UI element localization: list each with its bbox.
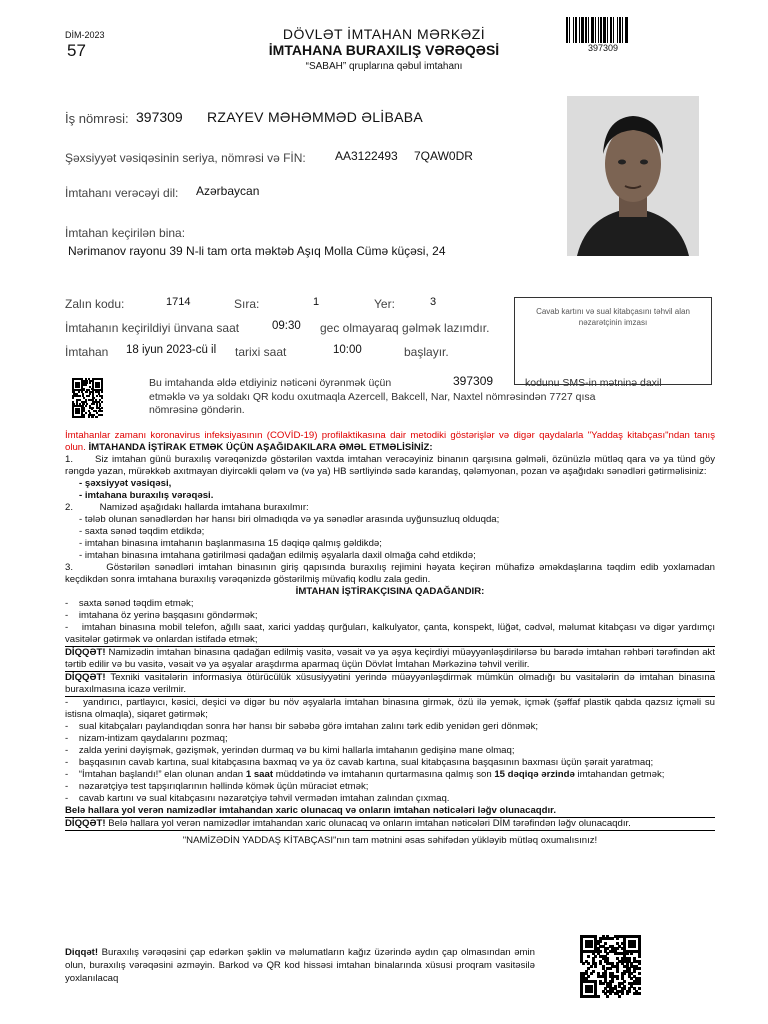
hall-label: Zalın kodu: xyxy=(65,297,125,311)
qr-module xyxy=(79,395,81,397)
qr-module xyxy=(582,962,585,965)
qr-module xyxy=(626,992,629,995)
qr-module xyxy=(85,384,87,386)
signature-box-label: Cavab kartını və sual kitabçasını təhvil alan nəzarətçinin imzası xyxy=(536,307,690,327)
barcode-bar xyxy=(575,17,577,43)
barcode-bar xyxy=(585,17,587,43)
qr-module xyxy=(88,395,90,397)
qr-module xyxy=(606,995,609,998)
sms-text-d: nömrəsinə göndərin. xyxy=(149,404,245,416)
arrival-label: İmtahanın keçirildiyi ünvana saat xyxy=(65,321,240,335)
rule-2 xyxy=(65,502,715,514)
fin-value: 7QAW0DR xyxy=(414,149,473,163)
qr-code xyxy=(580,935,640,997)
qr-module xyxy=(92,416,94,418)
attention-note xyxy=(65,817,715,831)
qr-module xyxy=(609,967,612,970)
form-code: DİM-2023 xyxy=(65,30,105,40)
barcode-bar xyxy=(617,17,618,43)
barcode-bar xyxy=(598,17,599,43)
attention-label: DİQQƏT! xyxy=(65,672,106,683)
qr-module xyxy=(101,414,103,416)
barcode-bar xyxy=(579,17,580,43)
qr-module xyxy=(602,982,605,985)
barcode-bar xyxy=(588,17,589,43)
qr-module xyxy=(616,970,619,973)
prohibition-item: - yandırıcı, partlayıcı, kəsici, deşici və digər bu növ əşyalarla imtahan binasına girmək, özü ilə yemək, içmək (şəffaf plastik qabda qazsız içməli su istisna olmaqla), siqaret gətirmək; xyxy=(65,697,715,720)
prohibition-item: - cavab kartını və sual kitabçasını nəzarətçiyə təhvil vermədən imtahan zalından çıxmaq. xyxy=(65,793,450,804)
prohibition-item: - nəzarətçiyə test tapşırıqlarının həllində kömək üçün müraciət etmək; xyxy=(65,781,369,792)
rules-heading-2: İMTAHAN İŞTİRAKÇISINA QADAĞANDIR: xyxy=(295,586,485,597)
prohibition-item: - imtahana öz yerinə başqasını göndərmək; xyxy=(65,610,258,621)
qr-module xyxy=(638,982,641,985)
prohibition-item: - saxta sənəd təqdim etmək; xyxy=(65,598,194,609)
barcode-bar xyxy=(600,17,602,43)
rule-2-item: - imtahan binasına imtahanın başlanmasına 15 dəqiqə qalmış gəldikdə; xyxy=(79,538,382,549)
exam-start-label: başlayır. xyxy=(404,345,449,359)
barcode-bar xyxy=(619,17,621,43)
rule-2-item: - saxta sənəd təqdim etdikdə; xyxy=(79,526,205,537)
exam-date: 18 iyun 2023-cü il xyxy=(126,344,217,356)
rule-1 xyxy=(65,454,715,478)
rule-2-item: - imtahan binasına imtahana gətirilməsi qadağan edilmiş əşyalarla daxil olmağa cəhd etdikdə; xyxy=(79,550,476,561)
barcode-bar xyxy=(581,17,584,43)
qr-module xyxy=(590,945,593,948)
rule-2-text: Namizəd aşağıdakı hallarda imtahana buraxılmır: xyxy=(99,502,309,513)
page-title: İMTAHANA BURAXILIŞ VƏRƏQƏSİ xyxy=(268,42,500,58)
attention-text: Belə hallara yol verən namizədlər imtahandan xaric olunacaq və onların imtahan nəticələri DİM tərəfindən ləğv olunacaqdır. xyxy=(108,818,631,829)
sms-text-c: etməklə və ya soldakı QR kodu oxutmaqla Azercell, Bakcell, Nar, Naxtel nömrəsindən 7727 qısa xyxy=(149,390,596,403)
sms-code: 397309 xyxy=(453,374,494,388)
barcode-bar xyxy=(622,17,623,43)
rule-2-item: - tələb olunan sənədlərdən hər hansı biri olmadıqda və ya sənədlər arasında uyğunsuzluq olduqda; xyxy=(79,514,500,525)
memo-notice: "NAMİZƏDİN YADDAŞ KİTABÇASI"nın tam mətnini əsas səhifədən yükləyib mütləq oxumalısınız! xyxy=(182,835,598,846)
qr-code xyxy=(72,378,102,418)
qr-module xyxy=(86,391,88,393)
building-label: İmtahan keçirilən bina: xyxy=(65,226,186,240)
print-notice xyxy=(65,946,535,985)
form-number: 57 xyxy=(67,41,86,60)
print-notice-text: Buraxılış vərəqəsini çap edərkən şəklin və məlumatların kağız üzərində aydın çap olmasından əmin olun, buraxılış vərəqəsini əzməyin. Barkod və QR kod hissəsi imtahan binalarında xüsusi proqram vasitəsilə yoxlanılacaq xyxy=(65,947,535,984)
exam-time-label: tarixi saat xyxy=(235,345,287,359)
qr-module xyxy=(638,967,641,970)
qr-module xyxy=(638,972,641,975)
org-name: DÖVLƏT İMTAHAN MƏRKƏZİ xyxy=(282,26,486,42)
barcode-bar xyxy=(566,17,568,43)
arrival-note: gec olmayaraq gəlmək lazımdır. xyxy=(320,321,490,335)
qr-module xyxy=(638,992,641,995)
prohibition-item: - imtahan binasına mobil telefon, ağıllı saat, xarici yaddaş qurğuları, kalkulyator, çanta, konspekt, lüğət, cədvəl, məlumat kitabçası və digər yardımçı vasitələr gətirmək və onlardan istifadə etmək; xyxy=(65,622,715,645)
rule-1-number: 1. xyxy=(65,454,74,465)
barcode xyxy=(566,17,648,43)
barcode-bar xyxy=(591,17,594,43)
rule-3 xyxy=(65,562,715,586)
qr-module xyxy=(611,937,614,940)
qr-module xyxy=(630,952,633,955)
qr-module xyxy=(81,416,83,418)
rule-3-number: 3. xyxy=(65,562,74,573)
attention-text: Namizədin imtahan binasına qadağan edilmiş vasitə, vəsait və ya əşya keçirdiyi müəyyənləşdirilərsə bu barədə imtahan rəhbəri tərəfindən akt tərtib edilir və bu vasitə, vəsait və ya əşyalar araşdırma aparmaq üçün Dövlət İmtahan Mərkəzinə təhvil verilir. xyxy=(65,647,716,670)
barcode-bar xyxy=(625,17,628,43)
document-number: AA3122493 xyxy=(335,149,398,163)
print-notice-label: Diqqət! xyxy=(65,947,99,958)
attention-note xyxy=(65,646,715,672)
covid-notice: İmtahanlar zamanı koronavirus infeksiyasının (COVİD-19) profilaktikasına dair metodiki göstərişlər və digər qaydalarla "Yaddaş kitabçası"ndan tanış olun. İMTAHANDA İŞTİRAK ETMƏK ÜÇÜN AŞAĞIDAKILARA ƏMƏL ETMƏLİSİNİZ: xyxy=(65,430,715,453)
building-value: Nərimanov rayonu 39 N-li tam orta məktəb Aşıq Molla Cümə küçəsi, 24 xyxy=(68,244,446,258)
attention-note xyxy=(65,672,715,697)
candidate-name: RZAYEV MƏHƏMMƏD ƏLİBABA xyxy=(207,109,424,125)
qr-module xyxy=(101,391,103,393)
signature-box xyxy=(514,297,712,385)
rules-section xyxy=(65,430,715,847)
qr-module xyxy=(96,416,98,418)
page-subtitle: “SABAH” qruplarına qəbul imtahanı xyxy=(305,61,463,72)
qr-module xyxy=(597,995,600,998)
row-value: 1 xyxy=(313,296,320,308)
prohibition-item: - zalda yerini dəyişmək, gəzişmək, yerindən durmaq və bu kimi hallarla imtahanın gedişinə mane olmaq; xyxy=(65,745,515,756)
qr-module xyxy=(83,416,85,418)
prohibition-item: - nizam-intizam qaydalarını pozmaq; xyxy=(65,733,228,744)
qr-module xyxy=(616,937,619,940)
rules-heading-1: İMTAHANDA İŞTİRAK ETMƏK ÜÇÜN AŞAĞIDAKILARA ƏMƏL ETMƏLİSİNİZ: xyxy=(88,442,433,453)
qr-module xyxy=(633,945,636,948)
attention-label: DİQQƏT! xyxy=(65,818,106,829)
rule-1-doc-a: - şəxsiyyət vəsiqəsi, xyxy=(79,478,172,489)
hall-value: 1714 xyxy=(166,296,191,308)
barcode-bar xyxy=(613,17,614,43)
qr-module xyxy=(101,410,103,412)
barcode-number: 397309 xyxy=(588,43,619,53)
arrival-time: 09:30 xyxy=(272,320,301,332)
final-warning: Belə hallara yol verən namizədlər imtahandan xaric olunacaq və onların imtahan nəticələri ləğv olunacaqdır. xyxy=(65,805,557,816)
barcode-bar xyxy=(607,17,608,43)
document-label: Şəxsiyyət vəsiqəsinin seriya, nömrəsi və FİN: xyxy=(65,151,306,165)
id-label: İş nömrəsi: xyxy=(65,111,129,126)
prohibition-item: - sual kitabçaları paylandıqdan sonra hər hansı bir səbəbə görə imtahan zalını tərk edib yenidən geri dönmək; xyxy=(65,721,539,732)
barcode-bar xyxy=(569,17,570,43)
qr-module xyxy=(93,403,95,405)
exam-date-label: İmtahan xyxy=(65,345,109,359)
barcode-bar xyxy=(573,17,574,43)
qr-module xyxy=(587,955,590,958)
qr-module xyxy=(72,397,74,399)
qr-module xyxy=(78,412,80,414)
qr-module xyxy=(594,965,597,968)
qr-module xyxy=(91,408,93,410)
qr-module xyxy=(96,395,98,397)
candidate-photo xyxy=(567,96,699,256)
qr-module xyxy=(89,382,91,384)
sms-text-b: kodunu SMS-in mətninə daxil xyxy=(525,377,662,389)
qr-module xyxy=(590,990,593,993)
exam-start-time: 10:00 xyxy=(333,344,362,356)
qr-module xyxy=(618,995,621,998)
attention-label: DİQQƏT! xyxy=(65,647,106,658)
place-value: 3 xyxy=(430,296,437,308)
prohibition-item: - “İmtahan başlandı!” elan olunan andan 1 saat müddətində və imtahanın qurtarmasına qalmış son 15 dəqiqə ərzində imtahandan getmək; xyxy=(65,769,665,780)
sms-instructions xyxy=(149,374,709,418)
language-value: Azərbaycan xyxy=(196,184,260,198)
rule-3-text: Göstərilən sənədləri imtahan binasının giriş qapısında buraxılış rejimini həyata keçirən mühafizə əməkdaşlarına təqdim edib yoxlamadan keçdikdən sonra imtahana buraxılış vərəqənizdə göstərilmiş müvafiq kodlu zala gedin. xyxy=(65,562,715,585)
qr-module xyxy=(98,386,100,388)
rule-1-text: Siz imtahan günü buraxılış vərəqənizdə göstərilən vaxtda imtahan verəcəyiniz binanın qarşısına gəlməli, özünüzlə mütləq qara və ya tünd göy rəngdə yazan, mürəkkəb axıtmayan diyircəkli qələm və (və ya) HB sərtliyində sadə karandaş, qələmyonan, pozan və aşağıdakı sənədləri gətirməlisiniz: xyxy=(65,454,715,477)
attention-text: Texniki vasitələrin informasiya ötürücülük xüsusiyyətini yerində müəyyənləşdirmək mümkün olmadığı bu vasitələrin də imtahan binasına buraxılmasına icazə verilmir. xyxy=(65,672,716,695)
barcode-bar xyxy=(610,17,612,43)
place-label: Yer: xyxy=(374,297,395,311)
barcode-bar xyxy=(603,17,606,43)
qr-module xyxy=(78,386,80,388)
qr-module xyxy=(638,955,641,958)
prohibition-item: - başqasının cavab kartına, sual kitabçasına baxmaq və ya öz cavab kartına, sual kitabçasına başqasının baxması üçün şərait yaratmaq; xyxy=(65,757,654,768)
sms-text-a: Bu imtahanda əldə etdiyiniz nəticəni öyrənmək üçün xyxy=(149,377,392,389)
qr-module xyxy=(616,977,619,980)
row-label: Sıra: xyxy=(234,297,260,311)
id-value: 397309 xyxy=(136,109,183,125)
barcode-bar xyxy=(595,17,596,43)
rule-2-number: 2. xyxy=(65,502,74,513)
rule-1-doc-b: - imtahana buraxılış vərəqəsi. xyxy=(79,490,214,501)
language-label: İmtahanı verəcəyi dil: xyxy=(65,186,179,200)
qr-module xyxy=(88,416,90,418)
